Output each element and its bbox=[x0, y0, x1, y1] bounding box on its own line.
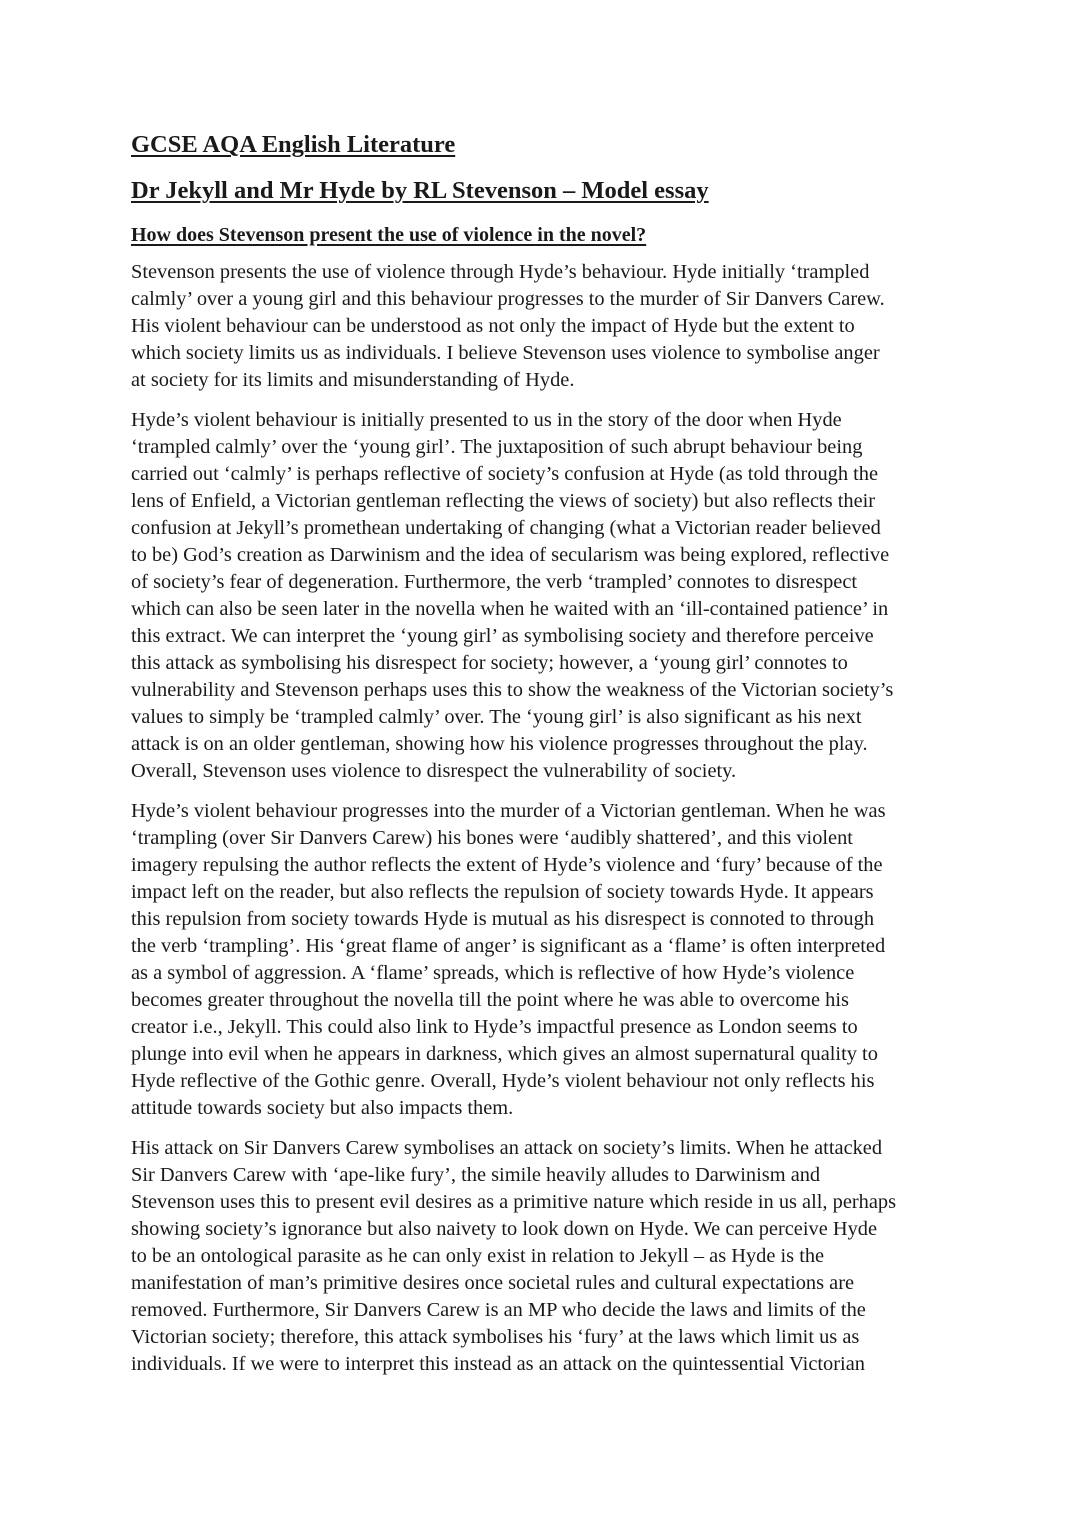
paragraph-line: becomes greater throughout the novella till the point where he was able to overcome his bbox=[131, 989, 849, 1011]
paragraph-line: confusion at Jekyll’s promethean undertaking of changing (what a Victorian reader believed bbox=[131, 517, 881, 539]
paragraph-line: the verb ‘trampling’. His ‘great flame of anger’ is significant as a ‘flame’ is often interpreted bbox=[131, 935, 886, 957]
paragraph-line: this repulsion from society towards Hyde is mutual as his disrespect is connoted to through bbox=[131, 908, 875, 930]
essay-paragraph bbox=[131, 259, 956, 394]
essay-paragraph bbox=[131, 798, 956, 1122]
paragraph-line: values to simply be ‘trampled calmly’ over. The ‘young girl’ is also significant as his next bbox=[131, 706, 862, 728]
paragraph-line: which society limits us as individuals. I believe Stevenson uses violence to symbolise anger bbox=[131, 342, 880, 364]
essay-question: How does Stevenson present the use of violence in the novel? bbox=[131, 224, 647, 246]
essay-paragraph bbox=[131, 407, 956, 785]
paragraph-line: Hyde’s violent behaviour is initially presented to us in the story of the door when Hyde bbox=[131, 409, 842, 431]
paragraph-line: Sir Danvers Carew with ‘ape-like fury’, the simile heavily alludes to Darwinism and bbox=[131, 1164, 821, 1186]
paragraph-line: as a symbol of aggression. A ‘flame’ spreads, which is reflective of how Hyde’s violence bbox=[131, 962, 855, 984]
paragraph-line: vulnerability and Stevenson perhaps uses this to show the weakness of the Victorian society’s bbox=[131, 679, 894, 701]
paragraph-line: to be an ontological parasite as he can only exist in relation to Jekyll – as Hyde is the bbox=[131, 1245, 825, 1267]
paragraph-line: which can also be seen later in the novella when he waited with an ‘ill-contained patience’ in bbox=[131, 598, 889, 620]
paragraph-line: creator i.e., Jekyll. This could also link to Hyde’s impactful presence as London seems to bbox=[131, 1016, 858, 1038]
paragraph-line: calmly’ over a young girl and this behaviour progresses to the murder of Sir Danvers Carew. bbox=[131, 288, 885, 310]
paragraph-line: Victorian society; therefore, this attack symbolises his ‘fury’ at the laws which limit us as bbox=[131, 1326, 860, 1348]
paragraph-line: this extract. We can interpret the ‘young girl’ as symbolising society and therefore perceive bbox=[131, 625, 874, 647]
paragraph-line: Stevenson uses this to present evil desires as a primitive nature which reside in us all, perhaps bbox=[131, 1191, 897, 1213]
paragraph-line: ‘trampling (over Sir Danvers Carew) his bones were ‘audibly shattered’, and this violent bbox=[131, 827, 853, 849]
course-title: GCSE AQA English Literature bbox=[131, 131, 456, 158]
paragraph-line: showing society’s ignorance but also naivety to look down on Hyde. We can perceive Hyde bbox=[131, 1218, 878, 1240]
paragraph-line: Hyde’s violent behaviour progresses into the murder of a Victorian gentleman. When he was bbox=[131, 800, 886, 822]
paragraph-line: His violent behaviour can be understood as not only the impact of Hyde but the extent to bbox=[131, 315, 855, 337]
paragraph-line: removed. Furthermore, Sir Danvers Carew is an MP who decide the laws and limits of the bbox=[131, 1299, 866, 1321]
paragraph-line: ‘trampled calmly’ over the ‘young girl’. The juxtaposition of such abrupt behaviour being bbox=[131, 436, 863, 458]
essay-paragraph bbox=[131, 1135, 956, 1378]
paragraph-line: this attack as symbolising his disrespect for society; however, a ‘young girl’ connotes to bbox=[131, 652, 848, 674]
paragraph-line: impact left on the reader, but also reflects the repulsion of society towards Hyde. It appears bbox=[131, 881, 874, 903]
paragraph-line: individuals. If we were to interpret this instead as an attack on the quintessential Victorian bbox=[131, 1353, 865, 1375]
paragraph-line: imagery repulsing the author reflects the extent of Hyde’s violence and ‘fury’ because of the bbox=[131, 854, 883, 876]
paragraph-line: carried out ‘calmly’ is perhaps reflective of society’s confusion at Hyde (as told through the bbox=[131, 463, 879, 485]
paragraph-line: to be) God’s creation as Darwinism and the idea of secularism was being explored, reflective bbox=[131, 544, 890, 566]
paragraph-line: Hyde reflective of the Gothic genre. Overall, Hyde’s violent behaviour not only reflects his bbox=[131, 1070, 875, 1092]
essay-body bbox=[131, 259, 956, 1378]
paragraph-line: at society for its limits and misunderstanding of Hyde. bbox=[131, 369, 575, 391]
paragraph-line: Stevenson presents the use of violence through Hyde’s behaviour. Hyde initially ‘trampled bbox=[131, 261, 870, 283]
paragraph-line: attitude towards society but also impacts them. bbox=[131, 1097, 514, 1119]
paragraph-line: His attack on Sir Danvers Carew symbolises an attack on society’s limits. When he attacked bbox=[131, 1137, 883, 1159]
document-page bbox=[131, 128, 956, 1391]
essay-title: Dr Jekyll and Mr Hyde by RL Stevenson – Model essay bbox=[131, 177, 709, 204]
paragraph-line: attack is on an older gentleman, showing how his violence progresses throughout the play. bbox=[131, 733, 868, 755]
paragraph-line: Overall, Stevenson uses violence to disrespect the vulnerability of society. bbox=[131, 760, 737, 782]
paragraph-line: lens of Enfield, a Victorian gentleman reflecting the views of society) but also reflects their bbox=[131, 490, 876, 512]
paragraph-line: manifestation of man’s primitive desires once societal rules and cultural expectations are bbox=[131, 1272, 855, 1294]
paragraph-line: of society’s fear of degeneration. Furthermore, the verb ‘trampled’ connotes to disrespect bbox=[131, 571, 858, 593]
paragraph-line: plunge into evil when he appears in darkness, which gives an almost supernatural quality to bbox=[131, 1043, 878, 1065]
